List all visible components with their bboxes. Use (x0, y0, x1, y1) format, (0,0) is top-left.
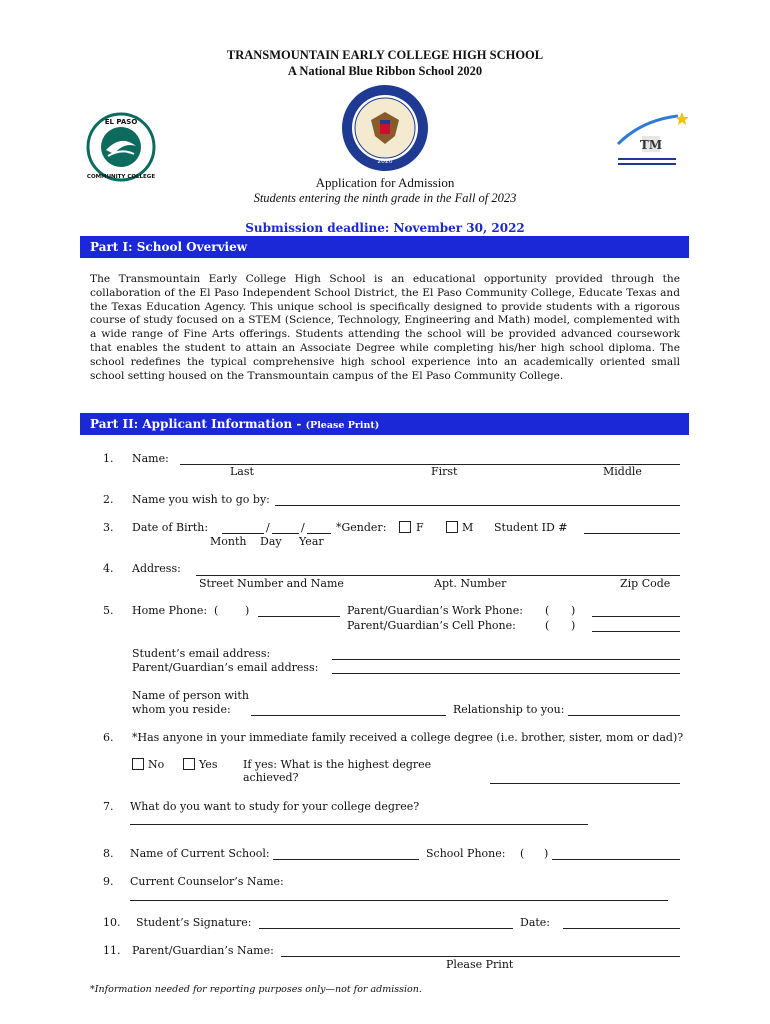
cell-phone-paren-close: ) (571, 619, 576, 632)
family-degree-no-checkbox[interactable] (132, 758, 144, 770)
year-caption: Year (299, 535, 324, 548)
please-print-caption: Please Print (446, 958, 514, 971)
application-subtitle: Students entering the ninth grade in the Fall of 2023 (253, 191, 517, 205)
svg-text:2020: 2020 (377, 158, 393, 165)
svg-text:TM: TM (639, 138, 663, 152)
svg-text:COMMUNITY COLLEGE: COMMUNITY COLLEGE (86, 174, 156, 180)
home-phone-label: Home Phone: (132, 604, 208, 617)
student-id-label: Student ID # (494, 521, 568, 534)
part1-header (80, 236, 689, 258)
work-phone-paren-close: ) (571, 604, 576, 617)
cell-phone-paren-open: ( (545, 619, 550, 632)
first-name-caption: First (431, 465, 458, 478)
home-phone-field[interactable] (258, 616, 340, 617)
family-degree-yes-label: Yes (199, 758, 218, 771)
home-phone-paren-close: ) (245, 604, 250, 617)
work-phone-field[interactable] (592, 616, 680, 617)
family-degree-question: *Has anyone in your immediate family received a college degree (i.e. brother, sister, mom or dad)? (132, 731, 684, 744)
q9-number: 9. (103, 875, 114, 888)
zip-caption: Zip Code (620, 577, 671, 590)
parent-name-field[interactable] (281, 956, 680, 957)
q11-number: 11. (103, 944, 121, 957)
tm-logo (612, 110, 688, 174)
school-phone-paren-close: ) (544, 847, 549, 860)
dob-slash-1: / (266, 521, 270, 534)
school-phone-paren-open: ( (520, 847, 525, 860)
please-print-note: (Please Print) (305, 420, 380, 431)
q8-number: 8. (103, 847, 114, 860)
parent-name-label: Parent/Guardian’s Name: (132, 944, 274, 957)
date-field[interactable] (563, 928, 680, 929)
dob-label: Date of Birth: (132, 521, 209, 534)
student-email-field[interactable] (332, 659, 680, 660)
student-signature-field[interactable] (259, 928, 513, 929)
highest-degree-field[interactable] (490, 783, 680, 784)
q5-number: 5. (103, 604, 114, 617)
dob-slash-2: / (301, 521, 305, 534)
work-phone-paren-open: ( (545, 604, 550, 617)
parent-email-label: Parent/Guardian’s email address: (132, 661, 319, 674)
q7-number: 7. (103, 800, 114, 813)
date-label: Date: (520, 916, 551, 929)
dob-month-field[interactable] (222, 533, 264, 534)
reside-label-line1: Name of person with (132, 689, 249, 702)
home-phone-paren-open: ( (214, 604, 219, 617)
footnote: *Information needed for reporting purposes only—not for admission. (90, 984, 422, 995)
address-field[interactable] (196, 575, 680, 576)
preferred-name-label: Name you wish to go by: (132, 493, 270, 506)
street-caption: Street Number and Name (199, 577, 344, 590)
gender-f-checkbox[interactable] (399, 521, 411, 533)
school-overview-text: The Transmountain Early College High School is an educational opportunity provided through the collaboration of the El Paso Independent School District, the El Paso Community College, Educate Texas and the Texas Education Agency. This unique school is specifically designed to provide students with a rigorous course of study focused on a STEM (Science, Technology, Engineering and Math) model, complemented with a wide range of Fine Arts offerings. Students attending the school will be provided advanced coursework that enables the student to attain an Associate Degree while completing his/her high school diploma. The school redefines the typical comprehensive high school experience into an academically oriented small school setting housed on the Transmountain campus of the El Paso Community College. (90, 273, 680, 382)
part2-header (80, 413, 689, 435)
student-signature-label: Student’s Signature: (136, 916, 252, 929)
parent-email-field[interactable] (332, 673, 680, 674)
relationship-label: Relationship to you: (453, 703, 565, 716)
address-label: Address: (132, 562, 181, 575)
q4-number: 4. (103, 562, 114, 575)
highest-degree-label-line1: If yes: What is the highest degree (243, 758, 432, 771)
cell-phone-label: Parent/Guardian’s Cell Phone: (347, 619, 516, 632)
family-degree-yes-checkbox[interactable] (183, 758, 195, 770)
dob-day-field[interactable] (272, 533, 299, 534)
dob-year-field[interactable] (307, 533, 331, 534)
work-phone-label: Parent/Guardian’s Work Phone: (347, 604, 523, 617)
current-school-field[interactable] (273, 859, 419, 860)
submission-deadline: Submission deadline: November 30, 2022 (245, 221, 525, 235)
month-caption: Month (210, 535, 247, 548)
preferred-name-field[interactable] (275, 505, 680, 506)
counselor-label: Current Counselor’s Name: (130, 875, 284, 888)
part2-title: Part II: Applicant Information - (90, 417, 306, 431)
current-school-label: Name of Current School: (130, 847, 270, 860)
epcc-logo (86, 112, 156, 182)
cell-phone-field[interactable] (592, 631, 680, 632)
school-phone-field[interactable] (552, 859, 680, 860)
last-name-caption: Last (230, 465, 254, 478)
reside-name-field[interactable] (251, 715, 446, 716)
part1-title: Part I: School Overview (90, 240, 248, 254)
highest-degree-label-line2: achieved? (243, 771, 299, 784)
day-caption: Day (260, 535, 282, 548)
study-question: What do you want to study for your college degree? (130, 800, 420, 813)
school-name: TRANSMOUNTAIN EARLY COLLEGE HIGH SCHOOL (226, 48, 544, 62)
apt-caption: Apt. Number (434, 577, 507, 590)
award-line: A National Blue Ribbon School 2020 (287, 64, 483, 78)
counselor-field[interactable] (130, 900, 668, 901)
q3-number: 3. (103, 521, 114, 534)
name-label: Name: (132, 452, 169, 465)
student-email-label: Student’s email address: (132, 647, 271, 660)
application-title: Application for Admission (315, 175, 455, 190)
relationship-field[interactable] (568, 715, 680, 716)
gender-m-checkbox[interactable] (446, 521, 458, 533)
q10-number: 10. (103, 916, 121, 929)
student-id-field[interactable] (584, 533, 680, 534)
study-field[interactable] (130, 824, 588, 825)
gender-f-label: F (416, 521, 424, 534)
gender-label: *Gender: (336, 521, 387, 534)
reside-label-line2: whom you reside: (132, 703, 231, 716)
middle-name-caption: Middle (603, 465, 642, 478)
q6-number: 6. (103, 731, 114, 744)
family-degree-no-label: No (148, 758, 165, 771)
blue-ribbon-seal (341, 84, 429, 172)
q2-number: 2. (103, 493, 114, 506)
q1-number: 1. (103, 452, 114, 465)
svg-text:EL PASO: EL PASO (104, 118, 138, 126)
gender-m-label: M (462, 521, 474, 534)
school-phone-label: School Phone: (426, 847, 506, 860)
